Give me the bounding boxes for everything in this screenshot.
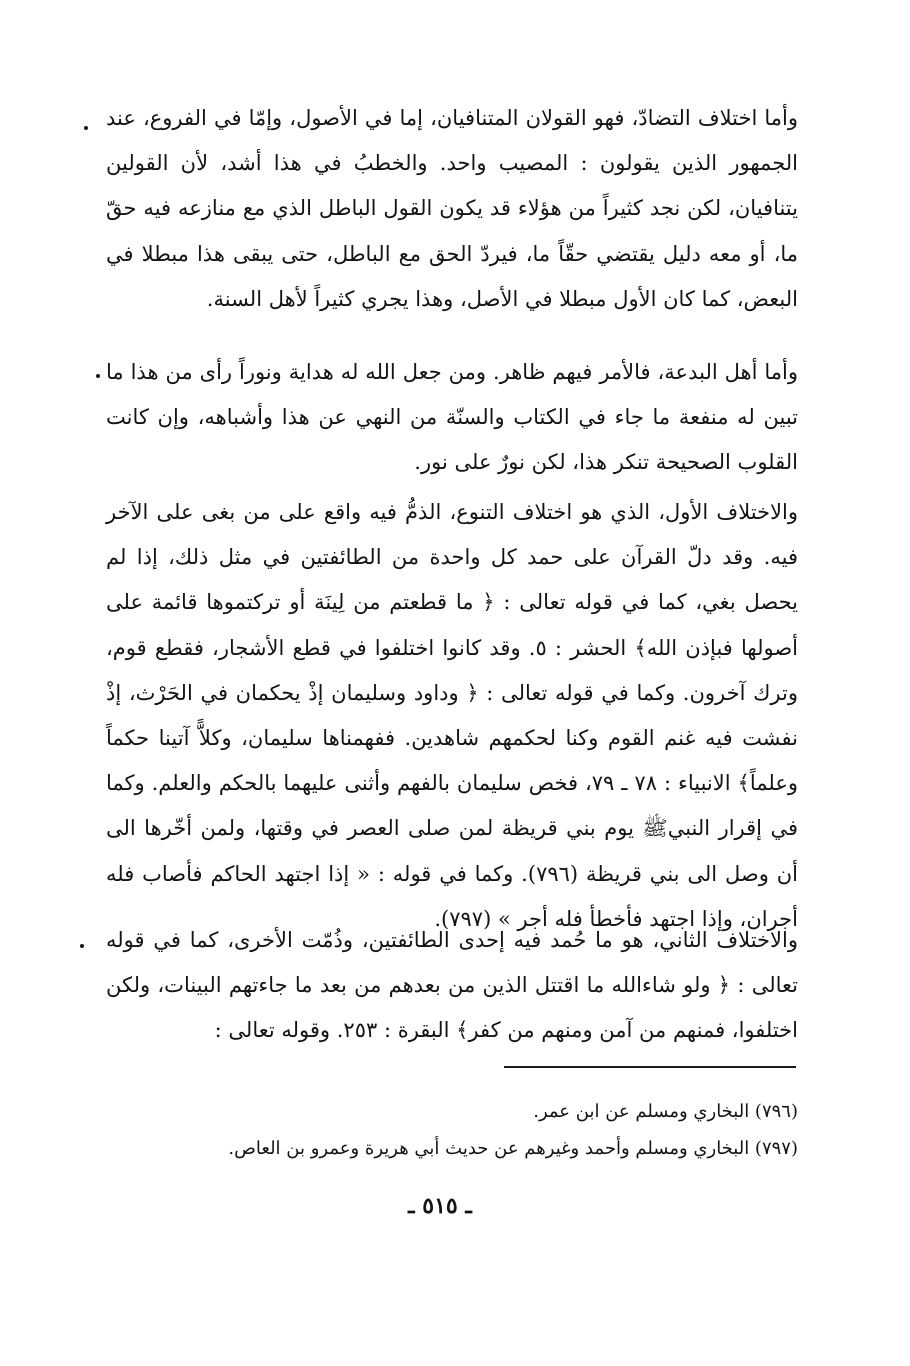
paragraph-text: والاختلاف الثاني، هو ما حُمد فيه إحدى الطائفتين، وذُمّت الأخرى، كما في قوله تعالى : ﴿ ولو شاءالله ما اقتتل الذين من بعدهم من بعد ما جاءتهم البينات، ولكن اختلفوا، فمنهم من آمن ومنهم من كفر﴾ البقرة : ٢٥٣. وقوله تعالى : xyxy=(106,928,798,1043)
paragraph-1 xyxy=(106,96,798,322)
footnote-text: (٧٩٦) البخاري ومسلم عن ابن عمر. xyxy=(533,1101,798,1122)
paragraph-text: والاختلاف الأول، الذي هو اختلاف التنوع، الذمُّ فيه واقع على من بغى على الآخر فيه. وقد دلّ القرآن على حمد كل واحدة من الطائفتين في مثل ذلك، إذا لم يحصل بغي، كما في قوله تعالى : ﴿ ما قطعتم من لِينَة أو تركتموها قائمة على أصولها فبإذن الله﴾ الحشر : ٥. وقد كانوا اختلفوا في قطع الأشجار، فقطع قوم، وترك آخرون. وكما في قوله تعالى : ﴿ وداود وسليمان إذْ يحكمان في الحَرْث، إذْ نفشت فيه غنم القوم وكنا لحكمهم شاهدين. ففهمناها سليمان، وكلاًّ آتينا حكماً وعلماً﴾ الانبياء : ٧٨ ـ ٧٩، فخص سليمان بالفهم وأثنى عليهما بالحكم والعلم. وكما في إقرار النبيﷺ يوم بني قريظة لمن صلى العصر في وقتها، ولمن أخّرها الى أن وصل الى بني قريظة (٧٩٦). وكما في قوله : « إذا اجتهد الحاكم فأصاب فله أجران، وإذا اجتهد فأخطأ فله أجر » (٧٩٧). xyxy=(106,500,798,931)
paragraph-2 xyxy=(106,350,798,486)
margin-dot xyxy=(96,374,100,378)
page-number: ـ ٥١٥ ـ xyxy=(408,1193,472,1219)
paragraph-text: وأما أهل البدعة، فالأمر فيهم ظاهر. ومن جعل الله له هداية ونوراً رأى من هذا ما تبين له منفعة ما جاء في الكتاب والسنّة من النهي عن هذا وأشباهه، وإن كانت القلوب الصحيحة تنكر هذا، لكن نورٌ على نور. xyxy=(106,360,798,475)
footnote-796 xyxy=(106,1094,798,1130)
margin-dot xyxy=(84,126,88,130)
footnote-text: (٧٩٧) البخاري ومسلم وأحمد وغيرهم عن حديث أبي هريرة وعمرو بن العاص. xyxy=(228,1138,798,1159)
paragraph-4 xyxy=(106,918,798,1054)
footnote-797 xyxy=(106,1131,798,1167)
footnote-divider xyxy=(504,1066,796,1068)
paragraph-text: وأما اختلاف التضادّ، فهو القولان المتنافيان، إما في الأصول، وإمّا في الفروع، عند الجمهور الذين يقولون : المصيب واحد. والخطبُ في هذا أشد، لأن القولين يتنافيان، لكن نجد كثيراً من هؤلاء قد يكون القول الباطل الذي مع منازعه فيه حقّ ما، أو معه دليل يقتضي حقّاً ما، فيردّ الحق مع الباطل، حتى يبقى هذا مبطلا في البعض، كما كان الأول مبطلا في الأصل، وهذا يجري كثيراً لأهل السنة. xyxy=(106,106,798,311)
paragraph-3 xyxy=(106,490,798,942)
margin-dot xyxy=(80,944,84,948)
